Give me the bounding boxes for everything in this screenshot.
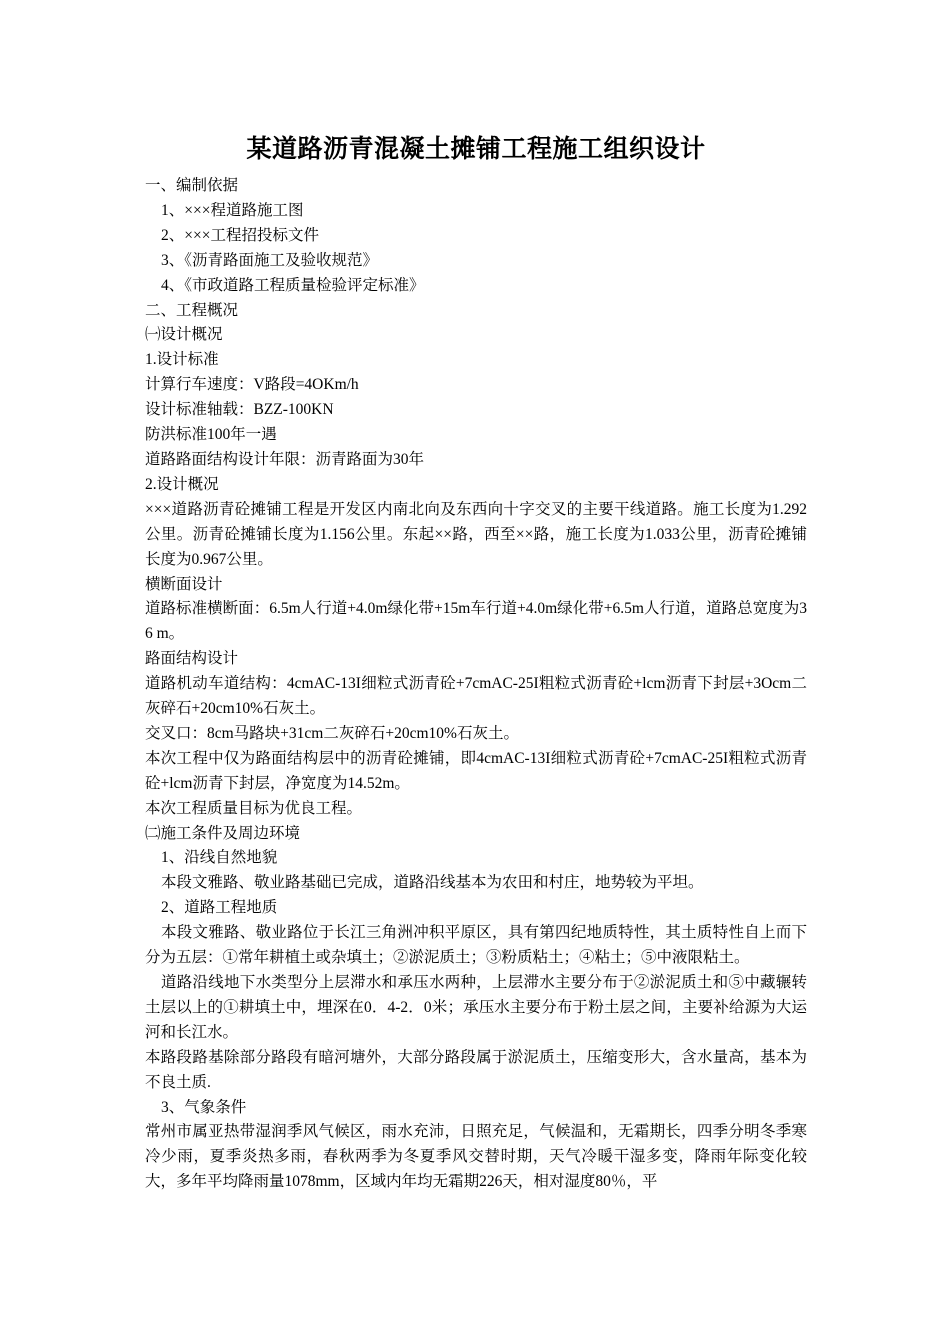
paragraph: 道路机动车道结构：4cmAC-13I细粒式沥青砼+7cmAC-25I粗粒式沥青砼+lcm沥青下封层+3Ocm二灰碎石+20cm10%石灰土。 [145, 675, 807, 718]
paragraph: 道路沿线地下水类型分上层滞水和承压水两种，上层滞水主要分布于②淤泥质土和⑤中藏辗转土层以上的①耕填土中，埋深在0．4-2．0米；承压水主要分布于粉土层之间，主要补给源为大运河和长江水。 [145, 974, 807, 1041]
paragraph: 2、×××工程招投标文件 [161, 226, 319, 244]
paragraph: 1、×××程道路施工图 [161, 201, 304, 219]
paragraph: 交叉口：8cm马路块+31cm二灰碎石+20cm10%石灰土。 [145, 724, 519, 742]
paragraph: 本次工程中仅为路面结构层中的沥青砼摊铺，即4cmAC-13I细粒式沥青砼+7cmAC-25I粗粒式沥青砼+lcm沥青下封层，净宽度为14.52m。 [145, 749, 807, 792]
paragraph: 常州市属亚热带湿润季风气候区，雨水充沛，日照充足，气候温和，无霜期长，四季分明冬季寒冷少雨，夏季炎热多雨，春秋两季为冬夏季风交替时期，天气冷暖干湿多变，降雨年际变化较大，多年平均降雨量1078mm，区域内年均无霜期226天，相对湿度80％，平 [145, 1123, 807, 1191]
paragraph: 道路路面结构设计年限：沥青路面为30年 [145, 450, 425, 468]
paragraph: 横断面设计 [145, 575, 223, 593]
paragraph: 二、工程概况 [145, 301, 239, 319]
document-page [145, 132, 807, 1195]
paragraph: 3、《沥青路面施工及验收规范》 [161, 251, 379, 269]
document-title: 某道路沥青混凝土摊铺工程施工组织设计 [246, 136, 706, 163]
paragraph: 本段文雅路、敬业路位于长江三角洲冲积平原区，具有第四纪地质特性，其土质特性自上而下分为五层：①常年耕植土或杂填土；②淤泥质土；③粉质粘土；④粘土；⑤中液限粘土。 [145, 924, 807, 967]
paragraph: ㈠设计概况 [145, 326, 223, 344]
paragraph: 本次工程质量目标为优良工程。 [145, 799, 363, 817]
paragraph: 本段文雅路、敬业路基础已完成，道路沿线基本为农田和村庄，地势较为平坦。 [161, 874, 704, 892]
paragraph: 2.设计概况 [145, 475, 219, 493]
paragraph: 1、沿线自然地貌 [161, 849, 278, 867]
paragraph: 4、《市政道路工程质量检验评定标准》 [161, 276, 425, 294]
paragraph: 设计标准轴载：BZZ-100KN [145, 401, 334, 419]
paragraph: 一、编制依据 [145, 177, 239, 194]
paragraph: ㈡施工条件及周边环境 [145, 824, 301, 842]
paragraph: ×××道路沥青砼摊铺工程是开发区内南北向及东西向十字交叉的主要干线道路。施工长度为1.292公里。沥青砼摊铺长度为1.156公里。东起××路，西至××路，施工长度为1.033公里，沥青砼摊铺长度为0.967公里。 [145, 500, 807, 568]
paragraph: 防洪标准100年一遇 [145, 426, 277, 444]
paragraph: 2、道路工程地质 [161, 899, 278, 917]
paragraph: 3、气象条件 [161, 1098, 247, 1116]
paragraph: 本路段路基除部分路段有暗河塘外，大部分路段属于淤泥质土，压缩变形大，含水量高，基本为不良土质. [145, 1048, 807, 1091]
paragraph: 1.设计标准 [145, 351, 219, 369]
paragraph: 道路标准横断面：6.5m人行道+4.0m绿化带+15m车行道+4.0m绿化带+6.5m人行道，道路总宽度为36 m。 [145, 600, 807, 643]
paragraph: 路面结构设计 [145, 650, 239, 668]
document-body [145, 174, 807, 1195]
paragraph: 计算行车速度：V路段=4OKm/h [145, 376, 359, 394]
